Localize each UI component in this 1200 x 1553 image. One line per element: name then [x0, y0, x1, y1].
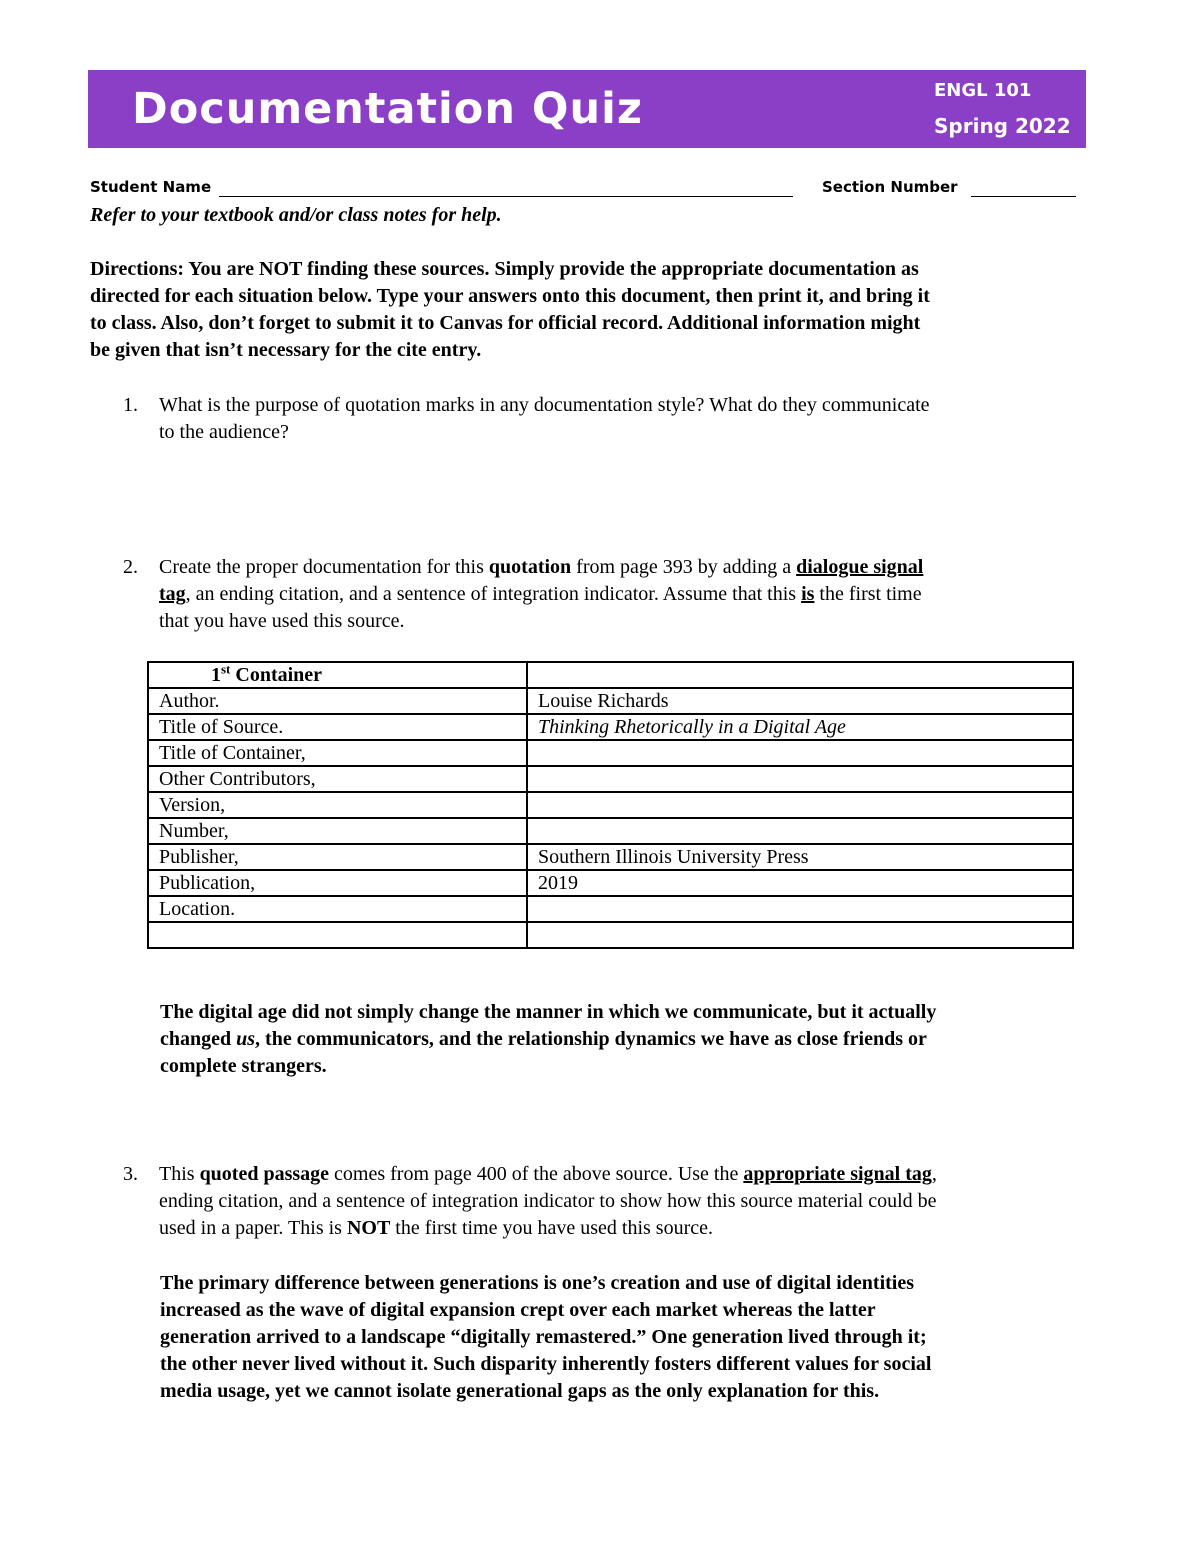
table-row: [148, 688, 1073, 714]
table-header-cell: [148, 662, 527, 688]
directions: [90, 256, 930, 364]
table-label-cell: Title of Source.: [148, 714, 527, 740]
q2-text-part: from page 393 by adding a: [571, 556, 797, 578]
page-title: Documentation Quiz: [132, 84, 643, 134]
q2-number: 2.: [123, 556, 138, 578]
q3-text-part: comes from page 400 of the above source. Use the: [329, 1163, 744, 1185]
table-row: [148, 792, 1073, 818]
q2-emphasis: tag: [159, 583, 186, 605]
q1-text: [159, 392, 930, 446]
q3-number: 3.: [123, 1163, 138, 1185]
directions-line: to class. Also, don’t forget to submit it to Canvas for official record. Additional information might: [90, 312, 921, 334]
section-number-label: Section Number: [822, 178, 958, 196]
table-header-rest: Container: [230, 664, 323, 686]
q2-text-part: that you have used this source.: [159, 610, 405, 632]
q3-emphasis: appropriate signal tag: [743, 1163, 932, 1185]
q2-quote-line: The digital age did not simply change the manner in which we communicate, but it actually: [160, 1001, 937, 1023]
table-label-cell: Title of Container,: [148, 740, 527, 766]
table-value-cell[interactable]: [527, 740, 1073, 766]
table-header-sup: st: [221, 661, 231, 677]
q2-text-part: Create the proper documentation for this: [159, 556, 489, 578]
table-header-value[interactable]: [527, 662, 1073, 688]
table-value-cell[interactable]: Southern Illinois University Press: [527, 844, 1073, 870]
table-row: [148, 896, 1073, 922]
q2-quote: [160, 999, 936, 1080]
q3-emphasis: NOT: [346, 1217, 391, 1239]
q3-quote-line: generation arrived to a landscape “digitally remastered.” One generation lived through it;: [160, 1326, 927, 1348]
table-value-cell[interactable]: [527, 896, 1073, 922]
directions-line: directed for each situation below. Type your answers onto this document, then print it, and bring it: [90, 285, 930, 307]
table-value-cell[interactable]: [527, 766, 1073, 792]
q3-emphasis: quoted passage: [199, 1163, 330, 1185]
table-header-row: [148, 662, 1073, 688]
table-label-cell: Author.: [148, 688, 527, 714]
q2-emphasis: dialogue signal: [796, 556, 924, 578]
course-code: ENGL 101: [934, 80, 1032, 101]
table-row: [148, 766, 1073, 792]
table-label-cell: Publisher,: [148, 844, 527, 870]
q3-quote-line: increased as the wave of digital expansion crept over each market whereas the latter: [160, 1299, 876, 1321]
q3-text-part: used in a paper. This is: [159, 1217, 347, 1239]
student-name-field[interactable]: [219, 196, 793, 197]
q3-text: [159, 1161, 937, 1242]
table-value-cell[interactable]: 2019: [527, 870, 1073, 896]
q2-quote-line: complete strangers.: [160, 1055, 327, 1077]
q3-text-part: the first time you have used this source.: [390, 1217, 714, 1239]
q2-text-part: , an ending citation, and a sentence of integration indicator. Assume that this: [185, 583, 802, 605]
q1-number: 1.: [123, 394, 138, 416]
table-label-cell: Other Contributors,: [148, 766, 527, 792]
q3-text-part: ending citation, and a sentence of integration indicator to show how this source material could be: [159, 1190, 937, 1212]
q2-emphasis: is: [801, 583, 815, 605]
table-row: [148, 922, 1073, 948]
table-header-label: 1: [211, 664, 221, 686]
table-value-cell[interactable]: [527, 792, 1073, 818]
q2-emphasis: quotation: [488, 556, 572, 578]
table-value-cell[interactable]: Louise Richards: [527, 688, 1073, 714]
q3-quote: [160, 1270, 931, 1405]
q1-line: to the audience?: [159, 421, 289, 443]
table-row: [148, 740, 1073, 766]
section-number-field[interactable]: [971, 196, 1076, 197]
q2-quote-emphasis: us: [236, 1028, 256, 1050]
table-label-cell: Number,: [148, 818, 527, 844]
table-row: [148, 844, 1073, 870]
q2-text-part: the first time: [814, 583, 922, 605]
table-label-cell: Location.: [148, 896, 527, 922]
q2-quote-part: , the communicators, and the relationship dynamics we have as close friends or: [255, 1028, 927, 1050]
title-banner: [88, 70, 1086, 148]
citation-table: [147, 661, 1074, 949]
table-label-cell: Version,: [148, 792, 527, 818]
table-row: [148, 714, 1073, 740]
table-label-cell: Publication,: [148, 870, 527, 896]
student-name-label: Student Name: [90, 178, 212, 196]
q2-quote-part: changed: [160, 1028, 237, 1050]
q3-text-part: ,: [931, 1163, 937, 1185]
directions-line: be given that isn’t necessary for the cite entry.: [90, 339, 482, 361]
table-row: [148, 818, 1073, 844]
q3-text-part: This: [159, 1163, 200, 1185]
course-term: Spring 2022: [934, 114, 1071, 138]
q3-quote-line: media usage, yet we cannot isolate generational gaps as the only explanation for this.: [160, 1380, 880, 1402]
q2-text: [159, 554, 923, 635]
q3-quote-line: The primary difference between generations is one’s creation and use of digital identities: [160, 1272, 915, 1294]
table-label-cell: [148, 922, 527, 948]
table-value-cell[interactable]: [527, 922, 1073, 948]
help-note: Refer to your textbook and/or class notes for help.: [90, 204, 502, 226]
table-value-cell[interactable]: Thinking Rhetorically in a Digital Age: [527, 714, 1073, 740]
table-value-cell[interactable]: [527, 818, 1073, 844]
directions-line: Directions: You are NOT finding these sources. Simply provide the appropriate documentation as: [90, 258, 919, 280]
q1-line: What is the purpose of quotation marks in any documentation style? What do they communicate: [159, 394, 930, 416]
table-row: [148, 870, 1073, 896]
q3-quote-line: the other never lived without it. Such disparity inherently fosters different values for social: [160, 1353, 932, 1375]
